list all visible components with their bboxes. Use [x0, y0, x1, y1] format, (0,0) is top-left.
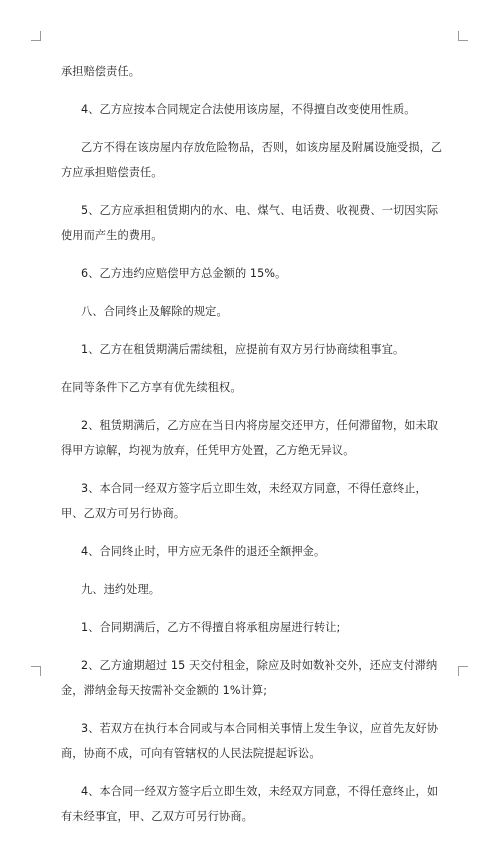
paragraph-termination-2: 2、租赁期满后，乙方应在当日内将房屋交还甲方，任何滞留物，如未取得甲方谅解，均视为放弃，任凭甲方处置，乙方绝无异议。 [61, 419, 439, 457]
paragraph-continuation: 承担赔偿责任。 [61, 65, 141, 78]
crop-mark-bottom-right [458, 666, 468, 676]
paragraph-breach-3: 3、若双方在执行本合同或与本合同相关事情上发生争议，应首先友好协商，协商不成，可向有管辖权的人民法院提起诉讼。 [61, 722, 439, 760]
document-body [61, 59, 445, 842]
paragraph-priority-renewal: 在同等条件下乙方享有优先续租权。 [61, 381, 242, 394]
paragraph-clause-6: 6、乙方违约应赔偿甲方总金额的 15%。 [81, 267, 287, 280]
paragraph-termination-3: 3、本合同一经双方签字后立即生效，未经双方同意，不得任意终止，甲、乙双方可另行协商。 [61, 482, 427, 520]
paragraph-breach-2: 2、乙方逾期超过 15 天交付租金，除应及时如数补交外，还应支付滞纳金，滞纳金每天按需补交金额的 1%计算; [61, 659, 438, 697]
crop-mark-bottom-left [31, 666, 41, 676]
section-heading-termination: 八、合同终止及解除的规定。 [81, 305, 228, 318]
paragraph-breach-1: 1、合同期满后，乙方不得擅自将承租房屋进行转让; [81, 621, 341, 634]
paragraph-termination-1: 1、乙方在租赁期满后需续租，应提前有双方另行协商续租事宜。 [81, 343, 405, 356]
paragraph-dangerous-goods: 乙方不得在该房屋内存放危险物品，否则，如该房屋及附属设施受损，乙方应承担赔偿责任。 [61, 141, 443, 179]
paragraph-termination-4: 4、合同终止时，甲方应无条件的退还全额押金。 [81, 545, 326, 558]
crop-mark-top-right [458, 31, 468, 41]
paragraph-breach-4: 4、本合同一经双方签字后立即生效，未经双方同意，不得任意终止，如有未经事宜，甲、乙双方可另行协商。 [61, 785, 439, 823]
section-heading-breach: 九、违约处理。 [81, 583, 161, 596]
paragraph-clause-5: 5、乙方应承担租赁期内的水、电、煤气、电话费、收视费、一切因实际使用而产生的费用。 [61, 204, 439, 242]
crop-mark-top-left [31, 31, 41, 41]
paragraph-clause-4: 4、乙方应按本合同规定合法使用该房屋，不得擅自改变使用性质。 [81, 103, 416, 116]
